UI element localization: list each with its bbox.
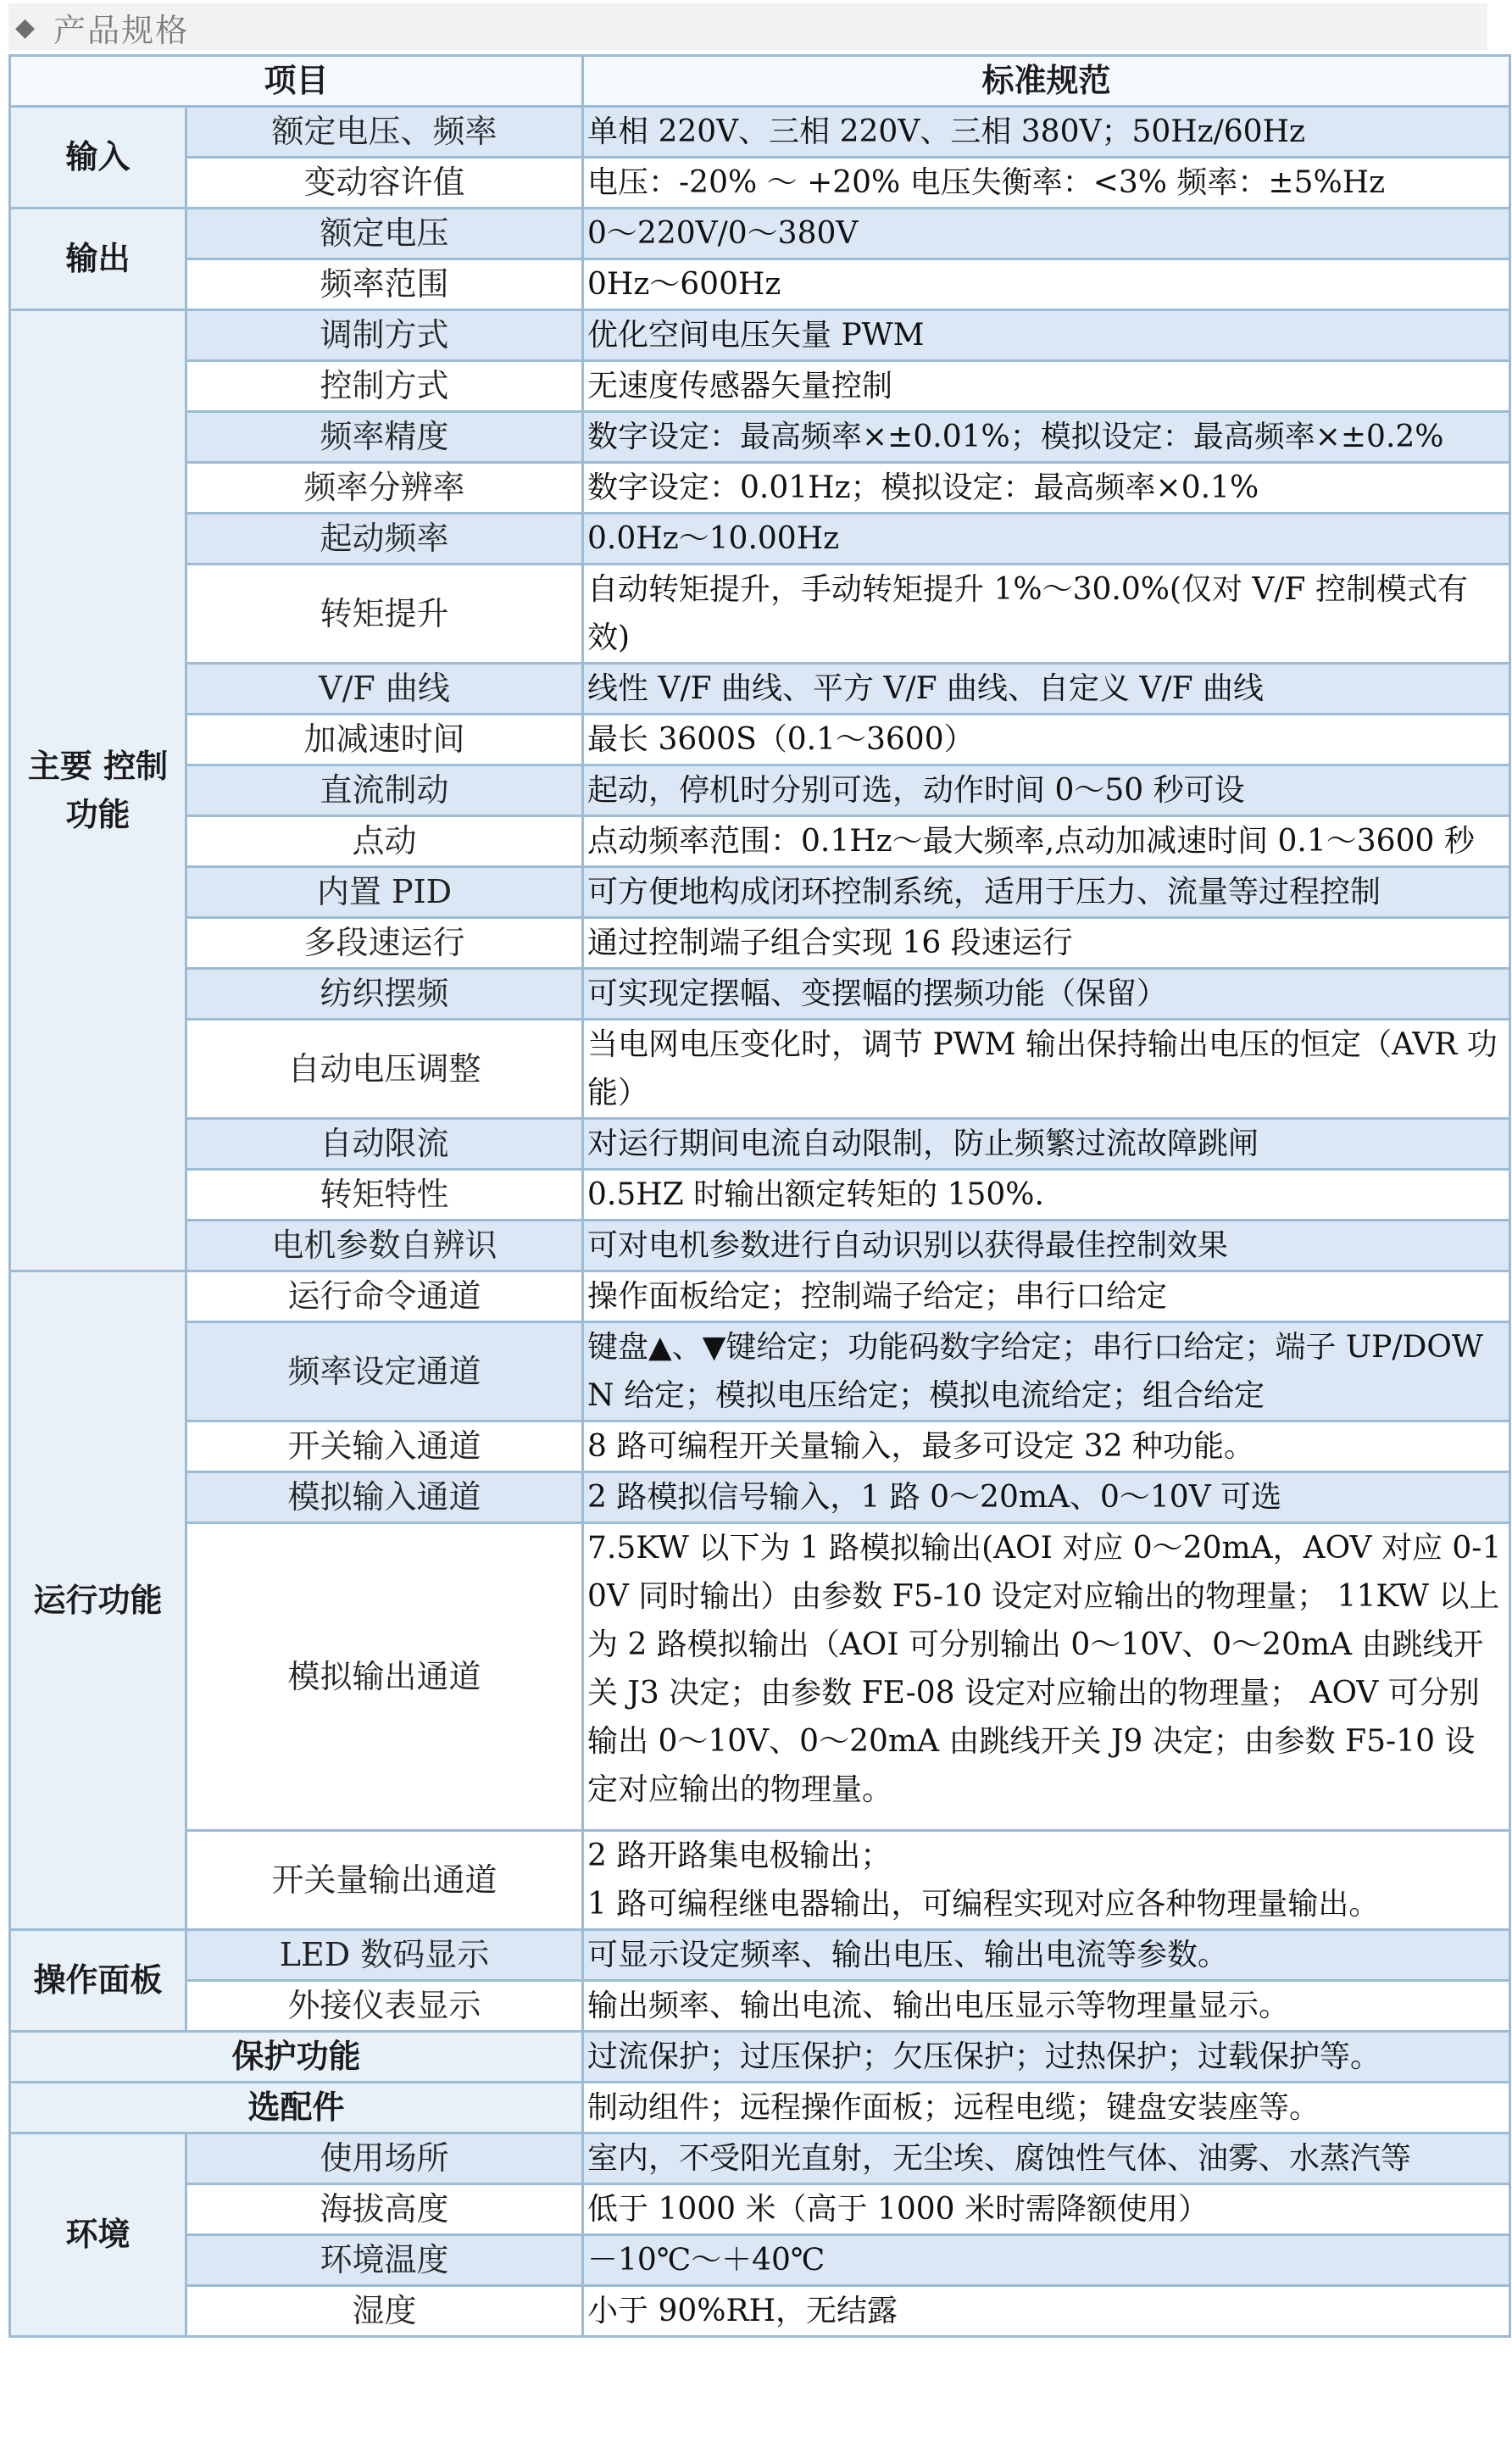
row-name: 自动电压调整 (186, 1020, 583, 1119)
row-value: 低于 1000 米（高于 1000 米时需降额使用） (583, 2184, 1510, 2235)
row-value: 通过控制端子组合实现 16 段速运行 (583, 918, 1510, 969)
row-name: 湿度 (186, 2286, 583, 2337)
table-row (10, 918, 1510, 969)
table-row (10, 310, 1510, 361)
row-value: 可方便地构成闭环控制系统，适用于压力、流量等过程控制 (583, 867, 1510, 918)
row-name: 变动容许值 (186, 158, 583, 209)
row-name: 外接仪表显示 (186, 1981, 583, 2032)
column-header-item: 项目 (10, 56, 583, 107)
row-value: 起动，停机时分别可选，动作时间 0～50 秒可设 (583, 765, 1510, 816)
section-header (8, 3, 1487, 51)
section-title: 产品规格 (53, 11, 190, 49)
row-value: 小于 90%RH，无结露 (583, 2286, 1510, 2337)
diamond-icon: ◆ (15, 12, 36, 42)
row-value: 8 路可编程开关量输入，最多可设定 32 种功能。 (583, 1421, 1510, 1472)
table-row (10, 2133, 1510, 2184)
row-name: 额定电压 (186, 209, 583, 259)
row-value: 可对电机参数进行自动识别以获得最佳控制效果 (583, 1221, 1510, 1271)
row-name: 开关量输出通道 (186, 1831, 583, 1930)
row-name: 模拟输出通道 (186, 1523, 583, 1831)
table-row (10, 565, 1510, 664)
row-value: 可显示设定频率、输出电压、输出电流等参数。 (583, 1930, 1510, 1981)
column-header-standard: 标准规范 (583, 56, 1510, 107)
row-name: 频率设定通道 (186, 1322, 583, 1421)
row-value: 7.5KW 以下为 1 路模拟输出(AOI 对应 0～20mA，AOV 对应 0-10V 同时输出）由参数 F5-10 设定对应输出的物理量； 11KW 以上为 2 路模拟输出（AOI 可分别输出 0～10V、0～20mA 由跳线开关 J3 决定；由参数 FE-08 设定对应输出的物理量； AOV 可分别输出 0～10V、0～20mA 由跳线开关 J9 决定；由参数 F5-10 设定对应输出的物理量。 (583, 1523, 1510, 1831)
table-header-row (10, 56, 1510, 107)
table-row (10, 1421, 1510, 1472)
category-cell: 输出 (10, 209, 186, 310)
row-name: 电机参数自辨识 (186, 1221, 583, 1271)
row-value: 当电网电压变化时，调节 PWM 输出保持输出电压的恒定（AVR 功能） (583, 1020, 1510, 1119)
table-row (10, 514, 1510, 565)
row-name: 转矩特性 (186, 1170, 583, 1221)
row-name: 使用场所 (186, 2133, 583, 2184)
row-name: 内置 PID (186, 867, 583, 918)
row-name: 起动频率 (186, 514, 583, 565)
table-row (10, 1981, 1510, 2032)
category-cell: 操作面板 (10, 1930, 186, 2032)
row-name: 海拔高度 (186, 2184, 583, 2235)
table-row (10, 715, 1510, 765)
row-name: 运行命令通道 (186, 1271, 583, 1322)
row-name: 自动限流 (186, 1119, 583, 1170)
table-row (10, 867, 1510, 918)
category-cell: 输入 (10, 107, 186, 209)
table-row (10, 209, 1510, 259)
table-row (10, 969, 1510, 1020)
table-row (10, 2286, 1510, 2337)
row-name: 模拟输入通道 (186, 1472, 583, 1523)
table-row (10, 1831, 1510, 1930)
row-value: 优化空间电压矢量 PWM (583, 310, 1510, 361)
table-row (10, 1271, 1510, 1322)
row-value: 最长 3600S（0.1～3600） (583, 715, 1510, 765)
table-row (10, 1322, 1510, 1421)
row-name: 点动 (186, 816, 583, 867)
table-row (10, 1170, 1510, 1221)
row-value: 操作面板给定；控制端子给定；串行口给定 (583, 1271, 1510, 1322)
row-value: 对运行期间电流自动限制，防止频繁过流故障跳闸 (583, 1119, 1510, 1170)
row-name: 纺织摆频 (186, 969, 583, 1020)
row-value: 过流保护；过压保护；欠压保护；过热保护；过载保护等。 (583, 2032, 1510, 2083)
row-name: LED 数码显示 (186, 1930, 583, 1981)
category-cell: 保护功能 (10, 2032, 583, 2083)
table-row (10, 765, 1510, 816)
row-name: 转矩提升 (186, 565, 583, 664)
row-name: 频率范围 (186, 259, 583, 310)
table-row (10, 2032, 1510, 2083)
row-name: 频率精度 (186, 412, 583, 463)
row-value: 电压：-20% ～ +20% 电压失衡率：<3% 频率：±5%Hz (583, 158, 1510, 209)
table-row (10, 664, 1510, 715)
row-value: 2 路模拟信号输入，1 路 0～20mA、0～10V 可选 (583, 1472, 1510, 1523)
row-name: 调制方式 (186, 310, 583, 361)
row-value: 输出频率、输出电流、输出电压显示等物理量显示。 (583, 1981, 1510, 2032)
table-row (10, 1523, 1510, 1831)
row-name: 加减速时间 (186, 715, 583, 765)
table-row (10, 2235, 1510, 2286)
table-row (10, 1472, 1510, 1523)
row-name: V/F 曲线 (186, 664, 583, 715)
table-row (10, 1221, 1510, 1271)
spec-table (8, 54, 1511, 2338)
table-row (10, 2184, 1510, 2235)
table-row (10, 107, 1510, 158)
row-value: 0.0Hz～10.00Hz (583, 514, 1510, 565)
row-name: 控制方式 (186, 361, 583, 412)
row-value: 数字设定：0.01Hz；模拟设定：最高频率×0.1% (583, 463, 1510, 514)
row-name: 多段速运行 (186, 918, 583, 969)
row-value: 0～220V/0～380V (583, 209, 1510, 259)
row-value (583, 1831, 1510, 1930)
table-row (10, 361, 1510, 412)
row-value: 键盘▲、▼键给定；功能码数字给定；串行口给定；端子 UP/DOWN 给定；模拟电压给定；模拟电流给定；组合给定 (583, 1322, 1510, 1421)
row-value: 单相 220V、三相 220V、三相 380V；50Hz/60Hz (583, 107, 1510, 158)
table-row (10, 1020, 1510, 1119)
row-value-line: 1 路可编程继电器输出，可编程实现对应各种物理量输出。 (587, 1887, 1380, 1922)
row-value: 点动频率范围：0.1Hz～最大频率,点动加减速时间 0.1～3600 秒 (583, 816, 1510, 867)
category-cell: 选配件 (10, 2083, 583, 2133)
row-name: 频率分辨率 (186, 463, 583, 514)
row-value: 可实现定摆幅、变摆幅的摆频功能（保留） (583, 969, 1510, 1020)
category-cell: 环境 (10, 2133, 186, 2337)
row-value: 自动转矩提升，手动转矩提升 1%～30.0%(仅对 V/F 控制模式有效) (583, 565, 1510, 664)
category-cell: 主要 控制功能 (10, 310, 186, 1271)
row-value: 制动组件；远程操作面板；远程电缆；键盘安装座等。 (583, 2083, 1510, 2133)
category-cell: 运行功能 (10, 1271, 186, 1930)
table-row (10, 2083, 1510, 2133)
row-value: 0.5HZ 时输出额定转矩的 150%. (583, 1170, 1510, 1221)
row-value: 数字设定：最高频率×±0.01%；模拟设定：最高频率×±0.2% (583, 412, 1510, 463)
row-name: 直流制动 (186, 765, 583, 816)
row-name: 环境温度 (186, 2235, 583, 2286)
table-row (10, 463, 1510, 514)
table-row (10, 412, 1510, 463)
table-row (10, 1930, 1510, 1981)
row-value: 室内，不受阳光直射，无尘埃、腐蚀性气体、油雾、水蒸汽等 (583, 2133, 1510, 2184)
table-row (10, 259, 1510, 310)
table-row (10, 816, 1510, 867)
table-row (10, 158, 1510, 209)
row-value: 无速度传感器矢量控制 (583, 361, 1510, 412)
row-value-line: 2 路开路集电极输出； (587, 1838, 892, 1873)
table-row (10, 1119, 1510, 1170)
row-value: －10℃～＋40℃ (583, 2235, 1510, 2286)
row-value: 线性 V/F 曲线、平方 V/F 曲线、自定义 V/F 曲线 (583, 664, 1510, 715)
row-value: 0Hz～600Hz (583, 259, 1510, 310)
row-name: 额定电压、频率 (186, 107, 583, 158)
row-name: 开关输入通道 (186, 1421, 583, 1472)
